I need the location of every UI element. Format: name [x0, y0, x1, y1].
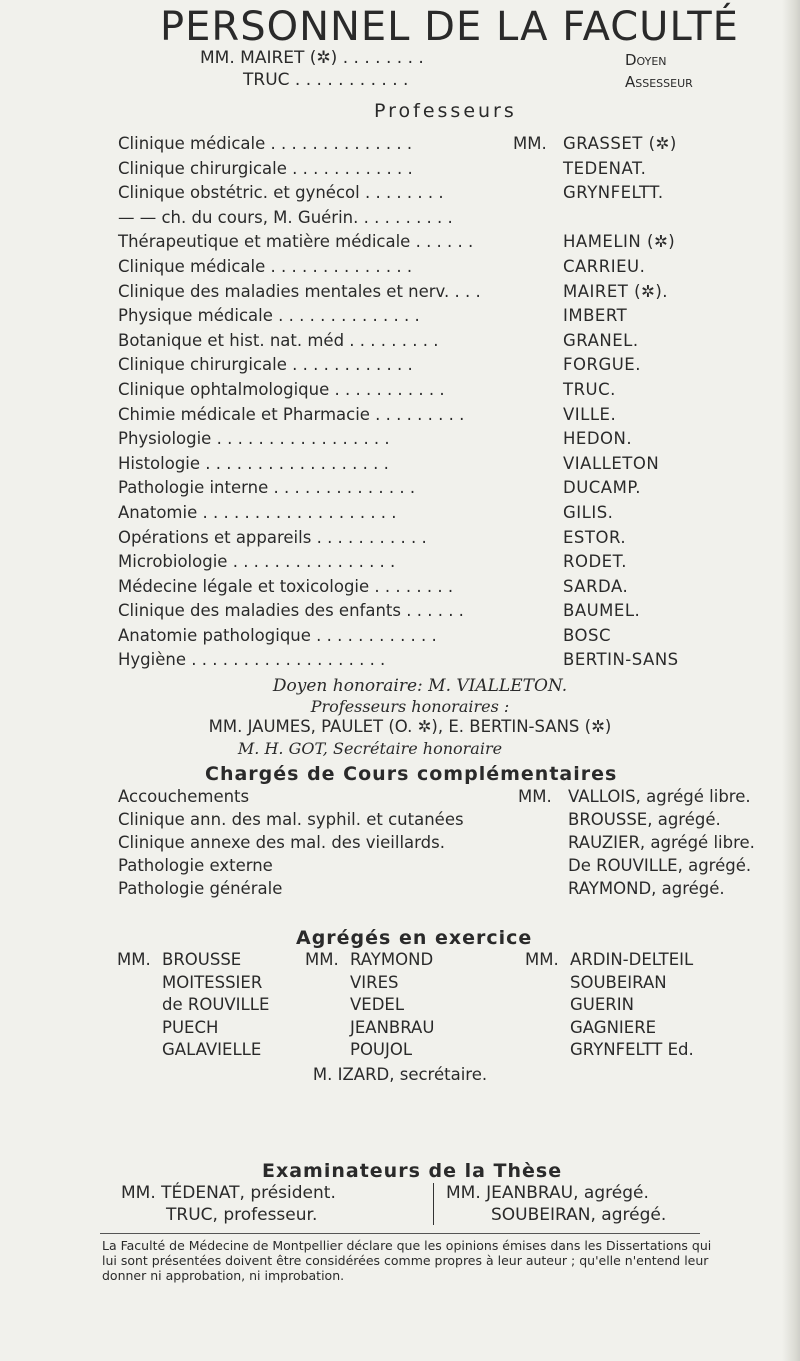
agrege-name: de ROUVILLE — [162, 995, 270, 1014]
officer-dots: . . . . . . . . . . . — [294, 70, 409, 90]
officer-role-doyen: Doyen — [625, 51, 667, 69]
cours-row — [118, 879, 798, 902]
professeur-row — [118, 552, 758, 577]
examinateur-line: SOUBEIRAN, agrégé. — [491, 1205, 667, 1225]
cours-row — [118, 833, 798, 856]
dot-leader: . . . . . . . . . . . . . . . . . . . — [197, 502, 397, 522]
agrege-name: MOITESSIER — [162, 972, 263, 992]
course-subject: Clinique des maladies des enfants . . . . . . — [118, 601, 464, 621]
cours-row — [118, 856, 798, 879]
professeurs-honoraires-list: MM. JAUMES, PAULET (O. ✲), E. BERTIN-SANS (✲) — [208, 717, 612, 736]
professor-name: VALLOIS, agrégé libre. — [568, 787, 751, 806]
professor-name: GILIS. — [563, 502, 614, 522]
cours-row — [118, 810, 798, 833]
course-subject: Médecine légale et toxicologie . . . . . . . . — [118, 576, 454, 596]
page-title: PERSONNEL DE LA FACULTÉ — [160, 4, 739, 50]
examinateur-line: MM. JEANBRAU, agrégé. — [446, 1183, 649, 1203]
dot-leader: . . . . . . . . . . . . . . . . . . . — [186, 650, 386, 670]
section-title-professeurs: Professeurs — [374, 100, 517, 122]
agrege-name: GRYNFELTT Ed. — [570, 1040, 694, 1059]
professor-name: GRASSET (✲) — [563, 134, 677, 153]
professeur-row — [118, 528, 758, 553]
agreges-col-prefix: MM. — [525, 950, 559, 969]
dot-leader: . . . — [449, 281, 481, 301]
professeur-row — [118, 503, 758, 528]
professor-name: RAUZIER, agrégé libre. — [568, 833, 755, 852]
course-subject: Anatomie . . . . . . . . . . . . . . . . . . . — [118, 502, 397, 522]
officer-prefix: MM. — [200, 48, 235, 68]
dot-leader: . . . . . . . . . — [344, 330, 439, 350]
doyen-honoraire: Doyen honoraire: M. VIALLETON. — [272, 676, 568, 696]
professor-name: BAUMEL. — [563, 601, 641, 621]
course-subject: Clinique obstétric. et gynécol . . . . . . . . — [118, 183, 444, 203]
professeur-row — [118, 478, 758, 503]
dot-leader: . . . . . . . . . . . — [311, 527, 427, 547]
course-subject: Physique médicale . . . . . . . . . . . . . . — [118, 306, 420, 326]
professeurs-mm-prefix: MM. — [513, 134, 547, 153]
professeurs-honoraires-title: Professeurs honoraires : — [310, 697, 510, 716]
agrege-name: PUECH — [162, 1017, 219, 1037]
course-subject: Opérations et appareils . . . . . . . . . . . — [118, 527, 427, 547]
professeur-row — [118, 577, 758, 602]
dot-leader: . . . . . . — [410, 232, 474, 252]
professeur-row — [118, 454, 758, 479]
agrege-name: ARDIN-DELTEIL — [570, 950, 694, 969]
footnote: La Faculté de Médecine de Montpellier déclare que les opinions émises dans les Dissertations qui lui sont présentées doivent être considérées comme propres à leur auteur ; qu'elle n'entend leur donner ni approbation, ni improbation. — [102, 1238, 712, 1283]
agrege-name: GAGNIERE — [570, 1017, 657, 1037]
agreges-col-2 — [305, 950, 435, 1059]
professeur-row — [118, 232, 758, 257]
dot-leader: . . . . . . . . . . . . . . . . . . — [200, 453, 389, 473]
footnote-divider — [100, 1233, 700, 1234]
officer-role-assesseur: Assesseur — [625, 73, 693, 91]
professeur-row — [118, 282, 758, 307]
professor-name: RAYMOND, agrégé. — [568, 879, 725, 898]
professor-name: MAIRET (✲). — [563, 281, 669, 301]
professor-name: TRUC. — [563, 379, 616, 399]
dot-leader: . . . . . . . . . . . — [329, 379, 445, 399]
professor-name: BOSC — [563, 625, 612, 645]
dot-leader: . . . . . . . . . . . . — [310, 625, 437, 645]
examinateurs-right — [446, 1182, 666, 1226]
officer-dots: . . . . . . . . — [342, 48, 424, 68]
agrege-name: GALAVIELLE — [162, 1040, 262, 1059]
professeur-row — [118, 650, 758, 675]
officer-name: MAIRET (✲) — [240, 48, 338, 68]
course-subject: Clinique ophtalmologique . . . . . . . . . . . — [118, 379, 445, 399]
examinateur-line: MM. TÉDENAT, président. — [121, 1183, 336, 1203]
officer-assesseur — [243, 70, 408, 90]
professor-name: DUCAMP. — [563, 478, 641, 498]
professor-name: CARRIEU. — [563, 256, 646, 276]
course-subject: Clinique annexe des mal. des vieillards. — [118, 833, 445, 852]
dot-leader: . . . . . . . . — [369, 576, 454, 596]
professeur-row — [118, 257, 758, 282]
agrege-name: GUERIN — [570, 995, 634, 1014]
officer-name: TRUC — [243, 70, 290, 90]
course-subject: Anatomie pathologique . . . . . . . . . . . . — [118, 625, 437, 645]
cours-complementaires-list — [118, 787, 798, 902]
course-subject: Pathologie interne . . . . . . . . . . . . . . — [118, 478, 416, 498]
agrege-name: VIRES — [350, 972, 399, 992]
course-subject: Clinique médicale . . . . . . . . . . . . . . — [118, 134, 413, 153]
course-subject: Clinique ann. des mal. syphil. et cutanées — [118, 810, 464, 829]
section-title-agreges: Agrégés en exercice — [296, 927, 533, 949]
course-subject: Hygiène . . . . . . . . . . . . . . . . . . . — [118, 650, 386, 670]
professeur-row — [118, 601, 758, 626]
course-subject: Microbiologie . . . . . . . . . . . . . . . . — [118, 552, 396, 572]
agrege-name: SOUBEIRAN — [570, 972, 667, 992]
professor-name: VILLE. — [563, 404, 617, 424]
professor-name: BERTIN-SANS — [563, 650, 679, 670]
professor-name: GRANEL. — [563, 330, 639, 350]
professor-name: ESTOR. — [563, 527, 627, 547]
professeur-row — [118, 380, 758, 405]
professeur-row — [118, 306, 758, 331]
dot-leader: . . . . . . . . — [359, 183, 444, 203]
course-subject: Botanique et hist. nat. méd . . . . . . . . . — [118, 330, 439, 350]
professeur-row — [118, 208, 758, 233]
course-subject: — — ch. du cours, M. Guérin. . . . . . . . . . — [118, 207, 453, 227]
agrege-name: RAYMOND — [350, 950, 434, 969]
course-subject: Pathologie externe — [118, 856, 273, 875]
course-subject: Histologie . . . . . . . . . . . . . . . . . . — [118, 453, 389, 473]
section-title-examinateurs: Examinateurs de la Thèse — [262, 1160, 563, 1182]
cours-mm-prefix: MM. — [518, 787, 552, 806]
professor-name: VIALLETON — [563, 453, 660, 473]
course-subject: Chimie médicale et Pharmacie . . . . . . . . . — [118, 404, 465, 424]
section-title-cours-complementaires: Chargés de Cours complémentaires — [205, 763, 618, 785]
professeur-row — [118, 134, 758, 159]
course-subject: Clinique chirurgicale . . . . . . . . . . . . — [118, 158, 413, 178]
course-subject: Clinique médicale . . . . . . . . . . . . . . — [118, 256, 413, 276]
course-subject: Pathologie générale — [118, 879, 283, 898]
dot-leader: . . . . . . . . . . . . . . . . . — [211, 429, 390, 449]
dot-leader: . . . . . . . . . . . . — [286, 158, 413, 178]
professor-name: RODET. — [563, 552, 627, 572]
professeur-row — [118, 355, 758, 380]
professeur-row — [118, 626, 758, 651]
agrege-name: JEANBRAU — [350, 1017, 435, 1037]
course-subject: Thérapeutique et matière médicale . . . . . . — [118, 232, 474, 252]
course-subject: Clinique des maladies mentales et nerv. . . . — [118, 281, 481, 301]
professor-name: De ROUVILLE, agrégé. — [568, 856, 752, 875]
examinateurs-left — [121, 1182, 336, 1226]
professor-name: HEDON. — [563, 429, 633, 449]
professor-name: GRYNFELTT. — [563, 183, 664, 203]
agrege-name: BROUSSE — [162, 950, 242, 969]
professeur-row — [118, 159, 758, 184]
dot-leader: . . . . . . . . . — [369, 404, 465, 424]
professeur-row — [118, 429, 758, 454]
examinateurs-divider — [433, 1183, 434, 1225]
course-subject: Physiologie . . . . . . . . . . . . . . . . . — [118, 429, 390, 449]
dot-leader: . . . . . . . . . . . . . . — [265, 256, 413, 276]
professeurs-list — [118, 134, 758, 675]
course-subject: Clinique chirurgicale . . . . . . . . . . . . — [118, 355, 413, 375]
agreges-col-1 — [117, 950, 270, 1059]
professor-name: TEDENAT. — [563, 158, 647, 178]
dot-leader: . . . . . . . . . . . . . . — [265, 134, 413, 153]
examinateur-line: TRUC, professeur. — [166, 1205, 318, 1225]
agrege-name: POUJOL — [350, 1040, 413, 1059]
dot-leader: . . . . . . . . . . . . . . — [268, 478, 416, 498]
professor-name: SARDA. — [563, 576, 629, 596]
professeur-row — [118, 183, 758, 208]
cours-row — [118, 787, 798, 810]
professeur-row — [118, 405, 758, 430]
agrege-name: VEDEL — [350, 995, 405, 1014]
professor-name: IMBERT — [563, 306, 628, 326]
dot-leader: . . . . . . . . . . . . . . . . — [227, 552, 396, 572]
secretaire-honoraire: M. H. GOT, Secrétaire honoraire — [237, 739, 503, 758]
dot-leader: . . . . . . . . . . . . . . — [272, 306, 420, 326]
professeur-row — [118, 331, 758, 356]
dot-leader: . . . . . . . . . . . . — [286, 355, 413, 375]
officer-doyen — [200, 48, 424, 68]
dot-leader: . . . . . . — [400, 601, 464, 621]
professor-name: FORGUE. — [563, 355, 641, 375]
course-subject: Accouchements — [118, 787, 250, 806]
agreges-col-3 — [525, 950, 694, 1059]
professor-name: BROUSSE, agrégé. — [568, 810, 721, 829]
agreges-secretaire: M. IZARD, secrétaire. — [312, 1065, 488, 1084]
dot-leader: . . . . . . . . . — [358, 207, 453, 227]
agreges-col-prefix: MM. — [117, 950, 151, 969]
professor-name: HAMELIN (✲) — [563, 232, 676, 252]
agreges-col-prefix: MM. — [305, 950, 339, 969]
